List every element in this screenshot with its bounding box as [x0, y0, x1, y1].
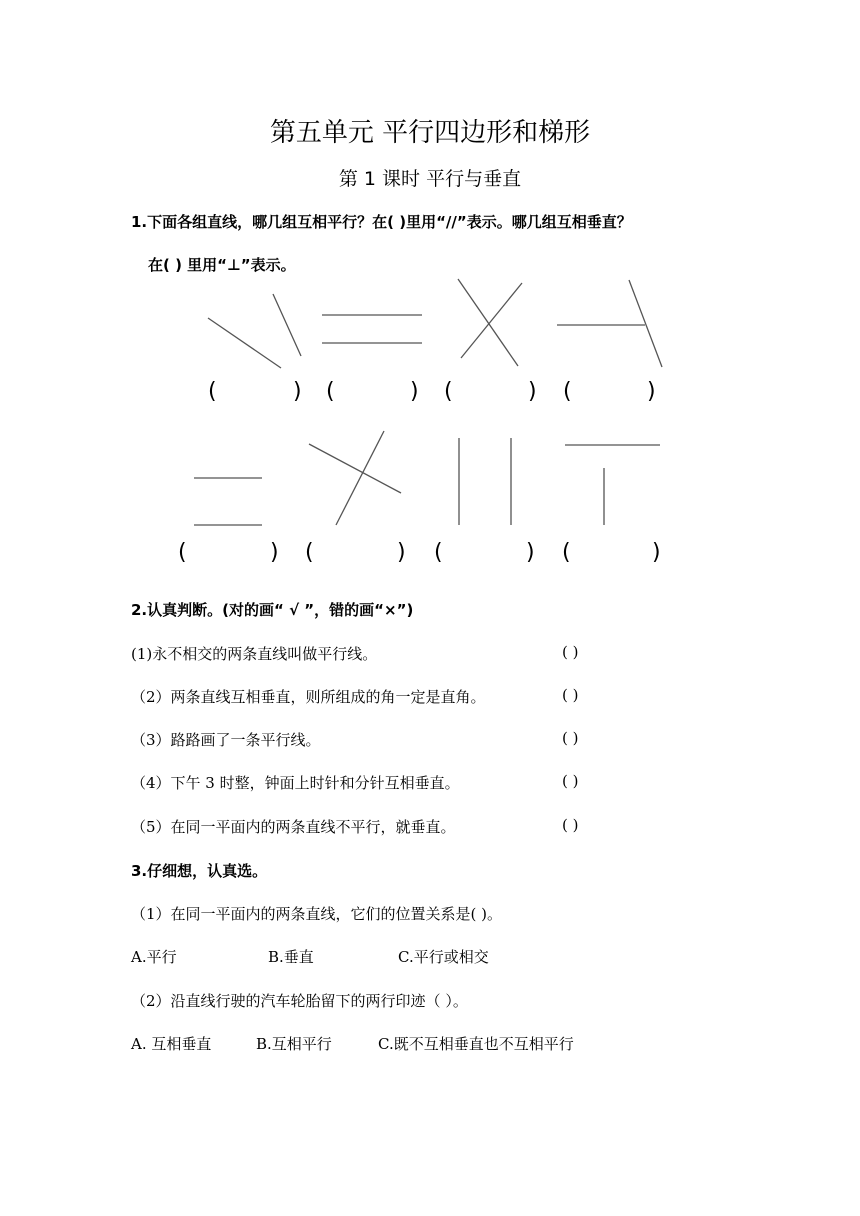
q2-item-4: （4）下午 3 时整，钟面上时针和分针互相垂直。 [131, 774, 460, 792]
q2-item-5-blank: ( ) [562, 816, 579, 834]
figure-8-perpendicular-lines [565, 445, 660, 525]
answer-blank-4-open: ( [563, 379, 572, 404]
q3-sub1-option-c: C.平行或相交 [398, 948, 489, 966]
figure-1-intersecting-lines [208, 294, 301, 368]
q1-prompt-line2: 在( ) 里用“⊥”表示。 [148, 256, 296, 274]
q2-item-1-blank: ( ) [562, 643, 579, 661]
answer-blank-7-close: ) [526, 540, 535, 565]
q3-sub2-option-c: C.既不互相垂直也不互相平行 [378, 1035, 574, 1053]
q3-sub2-option-b: B.互相平行 [256, 1035, 332, 1053]
figure-7-parallel-lines [459, 438, 511, 525]
q3-sub1-option-a: A.平行 [131, 948, 177, 966]
figure-5-parallel-lines [194, 478, 262, 525]
figure-3-crossing-lines [458, 279, 522, 366]
lesson-subtitle: 第 1 课时 平行与垂直 [338, 168, 522, 190]
answer-blank-8-close: ) [652, 540, 661, 565]
q3-sub1-option-b: B.垂直 [268, 948, 314, 966]
figure-4-intersecting-lines [557, 280, 662, 367]
figure-2-parallel-lines [322, 315, 422, 343]
q2-item-4-blank: ( ) [562, 772, 579, 790]
answer-blank-1-close: ) [293, 379, 302, 404]
answer-blank-7-open: ( [434, 540, 443, 565]
answer-blank-3-open: ( [444, 379, 453, 404]
q3-sub1-question: （1）在同一平面内的两条直线，它们的位置关系是( )。 [131, 905, 503, 923]
q2-item-2: （2）两条直线互相垂直，则所组成的角一定是直角。 [131, 688, 486, 706]
q3-heading: 3.仔细想，认真选。 [131, 862, 268, 880]
q2-heading: 2.认真判断。(对的画“ √ ”，错的画“×”) [131, 601, 414, 619]
answer-blank-5-close: ) [270, 540, 279, 565]
answer-blank-8-open: ( [562, 540, 571, 565]
answer-blank-6-open: ( [305, 540, 314, 565]
answer-blank-4-close: ) [647, 379, 656, 404]
q2-item-2-blank: ( ) [562, 686, 579, 704]
figure-6-crossing-lines [309, 431, 401, 525]
answer-blank-2-close: ) [410, 379, 419, 404]
answer-blank-2-open: ( [326, 379, 335, 404]
page-title: 第五单元 平行四边形和梯形 [269, 118, 591, 148]
answer-blank-6-close: ) [397, 540, 406, 565]
q2-item-3: （3）路路画了一条平行线。 [131, 731, 321, 749]
answer-blank-3-close: ) [528, 379, 537, 404]
q3-sub2-question: （2）沿直线行驶的汽车轮胎留下的两行印迹（ ）。 [131, 992, 468, 1010]
q2-item-3-blank: ( ) [562, 729, 579, 747]
q3-sub2-option-a: A. 互相垂直 [131, 1035, 212, 1053]
answer-blank-5-open: ( [178, 540, 187, 565]
q1-prompt-line1: 1.下面各组直线，哪几组互相平行？在( )里用“//”表示。哪几组互相垂直？ [131, 213, 632, 231]
q2-item-5: （5）在同一平面内的两条直线不平行，就垂直。 [131, 818, 456, 836]
answer-blank-1-open: ( [208, 379, 217, 404]
q2-item-1: (1)永不相交的两条直线叫做平行线。 [131, 645, 378, 663]
